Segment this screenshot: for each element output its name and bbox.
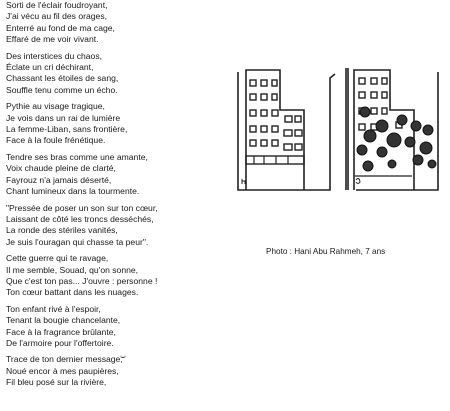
poem-stanza bbox=[6, 101, 226, 147]
poem-line: Je vois dans un rai de lumière bbox=[6, 112, 121, 123]
photo-caption: Photo : Hani Abu Rahmeh, 7 ans bbox=[266, 247, 386, 256]
poem-line: Pythie au visage tragique, bbox=[6, 101, 105, 112]
poem-line: Des interstices du chaos, bbox=[6, 50, 103, 61]
poem-line: Cette guerre qui te ravage, bbox=[6, 253, 109, 264]
decorative-mark bbox=[120, 352, 126, 358]
poem-line: La femme-Liban, sans frontière, bbox=[6, 124, 128, 135]
poem-line: Souffle tenu comme un écho. bbox=[6, 84, 118, 95]
poem-line: Fil bleu posé sur la rivière, bbox=[6, 377, 107, 388]
drawing-left-buildings bbox=[238, 70, 335, 190]
poem-line: "Pressée de poser un son sur ton cœur, bbox=[6, 202, 158, 213]
poem-line: De l'armoire pour l'offertoire. bbox=[6, 337, 114, 348]
poem-line: Face à la foule frénétique. bbox=[6, 135, 106, 146]
poem-line: Il me semble, Souad, qu'on sonne, bbox=[6, 264, 139, 275]
poem-stanza bbox=[6, 354, 226, 388]
poem-line: Ton cœur battant dans les nuages. bbox=[6, 287, 139, 298]
poem-line: Trace de ton dernier message, bbox=[6, 354, 123, 365]
poem-line: Ton enfant rivé à l'espoir, bbox=[6, 303, 101, 314]
poem-stanza bbox=[6, 203, 226, 249]
poem-stanza bbox=[6, 51, 226, 97]
poem-stanza bbox=[6, 0, 226, 46]
poem-stanza bbox=[6, 253, 226, 299]
drawing-right-buildings bbox=[346, 68, 438, 190]
poem-line: Sorti de l'éclair foudroyant, bbox=[6, 0, 108, 10]
poem-line: Laissant de côté les troncs desséchés, bbox=[6, 213, 154, 224]
poem-line: J'ai vécu au fil des orages, bbox=[6, 11, 108, 22]
poem-stanza bbox=[6, 304, 226, 350]
poem-line: Face à la fragrance brûlante, bbox=[6, 326, 116, 337]
poem-line: Je suis l'ouragan qui chasse ta peur". bbox=[6, 236, 149, 247]
poem-line: Effaré de me voir vivant. bbox=[6, 34, 99, 45]
poem bbox=[6, 0, 226, 394]
poem-line: Chassant les étoiles de sang, bbox=[6, 73, 119, 84]
poem-line: Chant lumineux dans la tourmente. bbox=[6, 186, 140, 197]
poem-line: Tendre ses bras comme une amante, bbox=[6, 151, 148, 162]
poem-line: La ronde des stériles vanités, bbox=[6, 225, 118, 236]
poem-line: Enterré au fond de ma cage, bbox=[6, 22, 115, 33]
poem-line: Que c'est ton pas... J'ouvre : personne ! bbox=[6, 275, 158, 286]
poem-line: Voix chaude pleine de clarté, bbox=[6, 163, 116, 174]
poem-line: Éclate un cri déchirant, bbox=[6, 62, 94, 73]
poem-line: Fayrouz n'a jamais déserté, bbox=[6, 174, 112, 185]
child-drawings bbox=[232, 64, 444, 192]
poem-line: Noué encor à mes paupières, bbox=[6, 365, 119, 376]
poem-line: Tenant la bougie chancelante, bbox=[6, 315, 121, 326]
poem-stanza bbox=[6, 152, 226, 198]
